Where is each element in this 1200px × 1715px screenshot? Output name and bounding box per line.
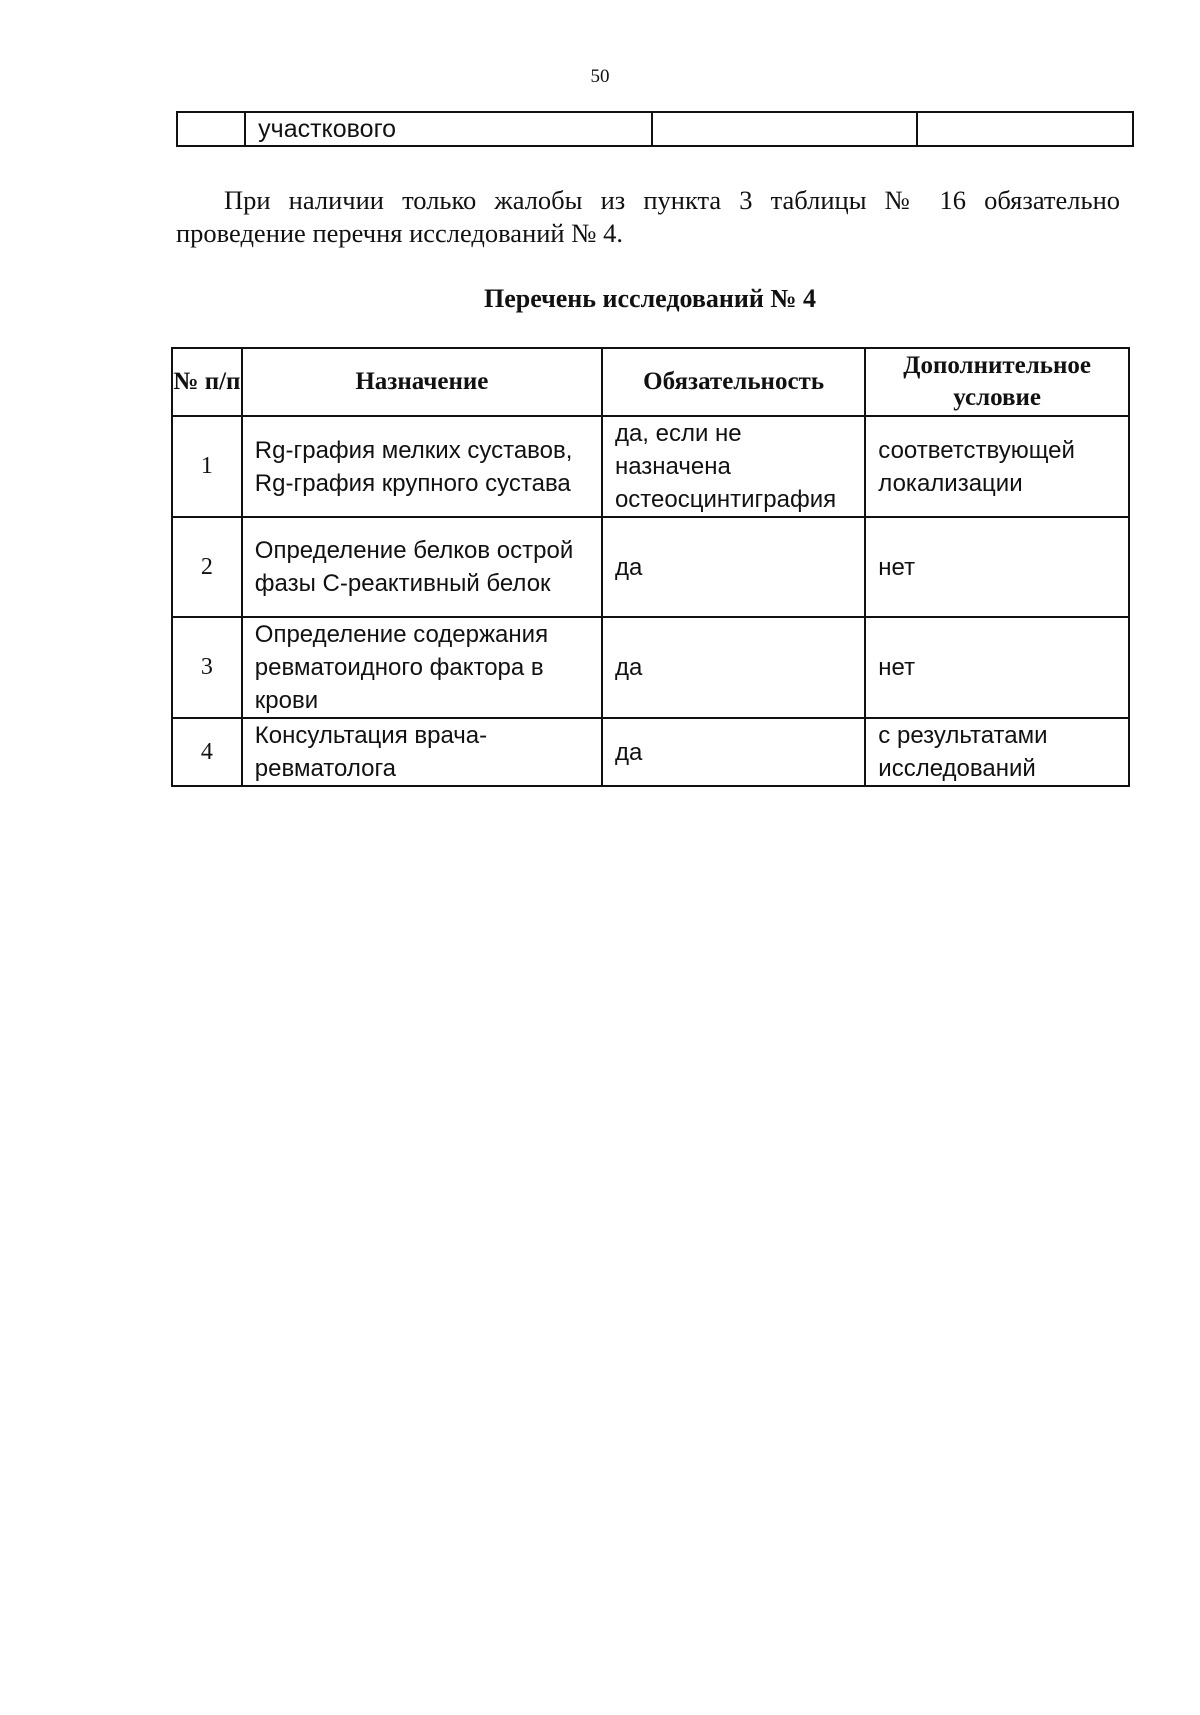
cell-num: 1 [172,416,242,517]
section-heading-text: Перечень исследований № 4 [483,284,816,313]
continuation-table [176,111,1134,147]
table-row [172,718,1129,786]
cell-required: да [602,517,865,617]
cell-required: да [602,617,865,718]
cell-name: Rg-графия мелких суставов, Rg-графия крупного сустава [242,416,602,517]
cell-name: Консультация врача-ревматолога [242,718,602,786]
cell-additional: с результатами исследований [865,718,1129,786]
body-paragraph: При наличии только жалобы из пункта 3 таблицы № 16 обязательно проведение перечня исследований № 4. [176,185,1120,248]
cell-name: Определение белков острой фазы С-реактивный белок [242,517,602,617]
header-required: Обязательность [602,348,865,416]
page-number: 50 [590,66,610,87]
header-name: Назначение [242,348,602,416]
cell-additional: соответствующей локализации [865,416,1129,517]
table-cell [177,112,245,146]
cell-additional: нет [865,617,1129,718]
table-cell [652,112,917,146]
table-cell [917,112,1133,146]
cell-num: 2 [172,517,242,617]
header-additional: Дополнительное условие [865,348,1129,416]
table-cell: участкового [245,112,652,146]
table-row [177,112,1133,146]
cell-num: 3 [172,617,242,718]
cell-name: Определение содержания ревматоидного фактора в крови [242,617,602,718]
table-header-row [172,348,1129,416]
cell-required: да [602,718,865,786]
table-row [172,617,1129,718]
cell-num: 4 [172,718,242,786]
cell-additional: нет [865,517,1129,617]
header-num: № п/п [172,348,242,416]
cell-required: да, если не назначена остеосцинтиграфия [602,416,865,517]
table-row [172,517,1129,617]
table-row [172,416,1129,517]
section-heading [0,284,1200,314]
investigations-table [171,347,1130,787]
